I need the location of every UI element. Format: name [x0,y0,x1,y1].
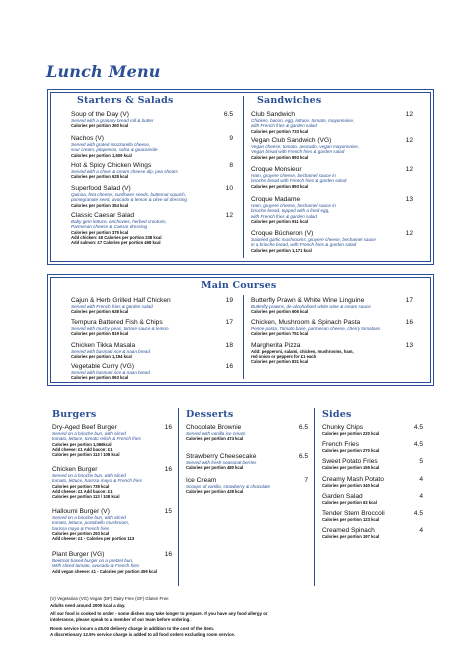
item-calories: Calories per portion 375 kcal [71,229,129,235]
menu-item [71,212,233,245]
item-addon: Add cheese: £1 Add bacon: £1 [52,489,113,495]
page-title: Lunch Menu [46,62,161,81]
footer-line: intolerance, please speak to a member of our team before ordering. [50,617,191,622]
menu-item [322,510,423,522]
item-price: 12 [405,111,413,118]
footer-line: Room service incurs a £5.00 delivery charge in addition to the cost of the item. [50,626,214,631]
footer-line: All our food is cooked to order - some dishes may take longer to prepare. If you have any food allergy or [50,611,268,616]
item-calories: Calories per portion 819 kcal [71,331,129,337]
item-description: Served on a brioche bun, with sliced [52,431,126,436]
item-row [186,453,308,460]
item-description: Served with mushy peas, tartare sauce & lemon [71,326,169,331]
item-row [71,162,233,169]
menu-item [71,111,233,129]
item-name: Chicken Tikka Masala [71,342,136,349]
item-price: 6.5 [223,111,233,118]
footer-line: A discretionary 12.5% service charge is added to all food orders excluding room service. [50,632,236,637]
item-row [52,508,172,515]
item-row [251,166,413,173]
item-name: Dry-Aged Beef Burger [52,424,117,431]
item-row [251,342,413,349]
item-price: 17 [225,319,233,326]
item-name: Chunky Chips [322,424,364,431]
footer-line: (V) Vegetarian (VG) Vegan (DF) Dairy Free (GF) Gluten Free [50,596,169,601]
footer-line: Adults need around 2000 kcal a day. [50,603,126,608]
item-description: Served with fresh seasonal berries [186,460,257,465]
item-row [71,342,233,349]
item-row [71,319,233,326]
menu-item [251,297,413,315]
item-price: 5 [419,458,423,466]
item-calories: Calories per portion 480 kcal [186,465,244,471]
item-calories: Calories per portion 733 kcal [251,128,309,134]
item-description: with French fries & garden salad [251,213,317,219]
item-name: Butterfly Prawn & White Wine Linguine [251,297,365,304]
item-price: 4 [419,475,423,483]
item-price: 4.5 [413,510,423,517]
item-description: With sliced tomato, avocado & French fries [52,563,140,569]
item-description: Served with basmati rice & naan bread [71,349,150,354]
item-description: Vegan cheese, tomato, avocado, vegan mayonnaise, [251,144,360,149]
item-row [71,185,233,192]
item-description: brioche bread, topped with a fried egg, [251,208,330,214]
item-calories: Calories per portion 893 kcal [251,183,309,189]
item-description: Ham, gruyere cheese, bechamel sauce in [251,203,336,208]
item-price: 19 [225,297,233,304]
item-description: tomato, lettuce, portobello mushroom, [52,520,130,526]
item-addon: Add vegan cheese: £1 - Calories per portion 459 kcal [52,568,157,574]
item-row [322,510,423,517]
burgers-heading: Burgers [52,409,97,420]
item-row [322,476,423,483]
divider [314,408,315,586]
item-price: 6.5 [298,453,308,460]
item-price: 13 [405,196,413,203]
item-calories: Calories per portion 360 kcal [71,123,129,129]
item-name: Sweet Potato Fries [322,458,378,466]
item-calories: Calories per portion 63 kcal [322,499,377,505]
item-description: Served with French fries & garden salad [71,304,153,309]
item-name: Tender Stem Broccoli [322,510,385,517]
item-name: Chicken Burger [52,466,98,473]
item-addon: Calories per portion 113 / 108 kcal [52,494,120,500]
menu-item [71,297,233,315]
item-price: 4 [419,492,423,500]
item-description: Scoops of vanilla, strawberry & chocolate [186,484,271,489]
item-name: Croque Madame [251,196,301,203]
item-calories: Add: pepperoni, salami, chicken, mushrooms, ham, [251,349,354,354]
menu-item [71,342,233,360]
item-price: 16 [405,319,413,326]
item-description: tomato, lettuce, harissa mayo & French fries [52,478,142,484]
item-calories: Calories per portion 911 kcal [251,219,309,225]
item-calories: Calories per portion 1,609 kcal [71,152,132,158]
item-price: 10 [225,185,233,192]
item-row [186,424,308,431]
item-calories: Calories per portion 123 kcal [322,517,380,522]
item-description: Served on a brioche bun, with sliced [52,515,126,520]
menu-item [52,551,172,574]
item-price: 12 [405,137,413,144]
item-name: Margherita Pizza [251,342,301,349]
menu-item [322,527,423,539]
menu-item [186,424,308,442]
item-addon: Add salmon: £7 Calories per portion 468 kcal [71,240,161,246]
menu-item [251,166,413,189]
item-description: Served with basmati rice & naan bread [71,370,150,375]
item-description: Served on a brioche bun, with sliced [52,473,126,478]
item-calories: Calories per portion 1,171 kcal [251,247,312,253]
item-description: pomegranate seed, avocado & lemon & olive oil dressing [71,197,187,203]
item-row [71,135,233,142]
item-row [71,297,233,304]
item-name: Garden Salad [322,492,363,500]
item-description: Vegan bread with French fries & garden salad [251,149,345,155]
item-name: Vegetable Curry (VG) [71,363,135,370]
item-name: French Fries [322,441,360,449]
item-calories: Calories per portion 893 kcal [251,154,309,160]
item-name: Hot & Spicy Chicken Wings [71,162,152,169]
mains-heading: Main Courses [201,280,277,291]
item-row [251,137,413,144]
item-name: Chocolate Brownie [186,424,242,431]
item-name: Croque Monsieur [251,166,302,173]
item-description: with French fries & garden salad [251,123,317,129]
item-price: 12 [405,166,413,173]
sides-heading: Sides [322,409,352,420]
item-row [52,466,172,473]
item-name: Creamed Spinach [322,527,375,535]
menu-item [52,466,172,499]
item-description: harissa mayo & French fries [52,525,110,531]
item-addon: Add cheese: £1 Add bacon: £1 [52,447,113,453]
item-calories: Calories per portion 739 kcal [52,483,110,489]
item-row [251,319,413,326]
item-addon: Add cheese: £1 - Calories per portion 113 [52,536,135,542]
item-row [251,297,413,304]
item-price: 17 [405,297,413,304]
item-name: Tempura Battered Fish & Chips [71,319,163,326]
item-name: Soup of the Day (V) [71,111,129,118]
item-calories: Calories per portion 354 kcal [71,202,129,208]
starters-heading: Starters & Salads [77,95,174,106]
item-price: 16 [164,466,172,473]
item-description: Beetroot based burger on a pretzel bun, [52,558,134,563]
item-price: 4 [419,527,423,535]
item-price: 4.5 [413,424,423,431]
item-row [71,363,233,370]
item-name: Classic Caesar Salad [71,212,135,219]
item-name: Vegan Club Sandwich (VG) [251,137,332,144]
item-price: 6.5 [298,424,308,431]
item-calories: Calories per portion 628 kcal [71,174,129,180]
starters-sandwiches-box [47,89,434,265]
item-name: Club Sandwich [251,111,295,118]
item-calories: Calories per portion 831 kcal [251,359,309,365]
item-name: Plant Burger (VG) [52,551,105,558]
item-price: 4.5 [413,441,423,449]
item-calories: Calories per portion 1,194 kcal [71,354,132,360]
item-calories: Calories per portion 963 kcal [71,375,129,381]
item-price: 13 [405,342,413,349]
item-price: 7 [304,477,308,484]
item-calories: Calories per portion 293 kcal [52,531,110,537]
item-name: Strawberry Cheesecake [186,453,257,460]
item-description: Butterfly prawns, de-alcoholised white wine & cream sauce [251,304,371,309]
item-addon: Calories per portion 113 / 108 kcal [52,452,120,458]
item-row [322,527,423,534]
item-price: 8 [229,162,233,169]
item-calories: Calories per portion 197 kcal [322,534,380,540]
item-row [52,424,172,431]
item-description: Quinoa, feta cheese, sunflower seeds, butternut squash, [71,192,186,197]
menu-item [251,196,413,224]
item-name: Nachos (V) [71,135,104,142]
item-description: Served with grated mozzarella cheese, [71,142,151,147]
menu-item [186,453,308,471]
menu-item [251,319,413,337]
item-description: Parmesan cheese & Caesar dressing [71,224,148,230]
sandwiches-heading: Sandwiches [257,95,322,106]
item-row [251,230,413,237]
item-calories: Calories per portion 751 kcal [251,331,309,337]
item-name: Ice Cream [186,477,217,484]
item-price: 16 [164,424,172,431]
menu-item [322,476,423,488]
menu-item [52,424,172,457]
item-price: 15 [164,508,172,515]
divider [178,408,179,586]
item-description: Sautéed garlic mushrooms, gruyere cheese, bechamel sauce [251,237,376,242]
item-calories: Calories per portion 220 kcal [322,431,380,436]
item-row [322,441,423,448]
item-row [251,196,413,203]
menu-item [186,477,308,495]
item-description: Served with vanilla ice cream [186,431,246,436]
menu-item [71,363,233,381]
menu-item [71,185,233,208]
item-calories: red onion or peppers for £1 each [251,354,317,360]
item-row [322,493,423,500]
item-price: 12 [225,212,233,219]
item-name: Chicken, Mushroom & Spinach Pasta [251,319,361,326]
item-row [186,477,308,484]
item-calories: Calories per portion 270 kcal [322,448,380,454]
item-price: 9 [229,135,233,142]
item-name: Croque Bûcheron (V) [251,230,314,237]
item-description: Served with a granary bread roll & butter [71,118,154,123]
menu-item [322,493,423,505]
item-row [251,111,413,118]
item-row [71,111,233,118]
item-calories: Calories per portion 438 kcal [186,489,244,495]
menu-item [251,230,413,253]
menu-item [322,424,423,436]
item-name: Cajun & Herb Grilled Half Chicken [71,297,171,304]
item-addon: Add chicken: £6 Calories per portion 238 kcal [71,235,162,241]
menu-item [71,162,233,180]
item-price: 16 [164,551,172,558]
item-name: Creamy Mash Potato [322,475,384,483]
item-row [322,424,423,431]
desserts-heading: Desserts [186,409,234,420]
item-calories: Calories per portion 474 kcal [186,436,244,442]
item-description: Served with a chive & cream cheese dip, pea shoots [71,169,178,174]
item-description: Penne pasta, Tomato base, parmesan cheese, cherry tomatoes [251,326,381,331]
menu-item [71,135,233,158]
menu-item [251,111,413,134]
item-price: 18 [225,342,233,349]
item-description: brioche bread with French fries & garden salad [251,178,347,184]
item-description: sour cream, jalapenos, salsa & guacamole [71,147,158,153]
item-calories: Calories per portion 340 kcal [322,482,380,488]
item-calories: Calories per portion 1,066kcal [52,441,112,447]
item-description: tomato, lettuce, tomato relish & French fries [52,436,141,442]
divider [243,96,244,258]
menu-item [251,342,413,365]
main-courses-box [47,274,434,386]
menu-item [322,441,423,453]
menu-item [71,319,233,337]
item-name: Halloumi Burger (V) [52,508,110,515]
item-calories: Calories per portion 606 kcal [251,309,309,315]
menu-item [251,137,413,160]
item-price: 12 [405,230,413,237]
menu-item [322,458,423,470]
menu-item [52,508,172,542]
item-calories: Calories per portion 638 kcal [71,309,129,315]
item-row [52,551,172,558]
item-description: Ham, gruyere cheese, bechamel sauce in [251,173,336,178]
item-description: in a brioche bread, with French fries & garden salad [251,242,357,248]
divider [243,295,244,379]
item-description: Baby gem lettuce, anchovies, herbed croutons, [71,219,167,224]
item-calories: Calories per portion 155 kcal [322,465,380,471]
item-row [71,212,233,219]
item-price: 16 [225,363,233,370]
item-row [322,458,423,465]
item-description: Chicken, bacon, egg, lettuce, tomato, mayonnaise, [251,118,355,123]
item-name: Superfood Salad (V) [71,185,131,192]
